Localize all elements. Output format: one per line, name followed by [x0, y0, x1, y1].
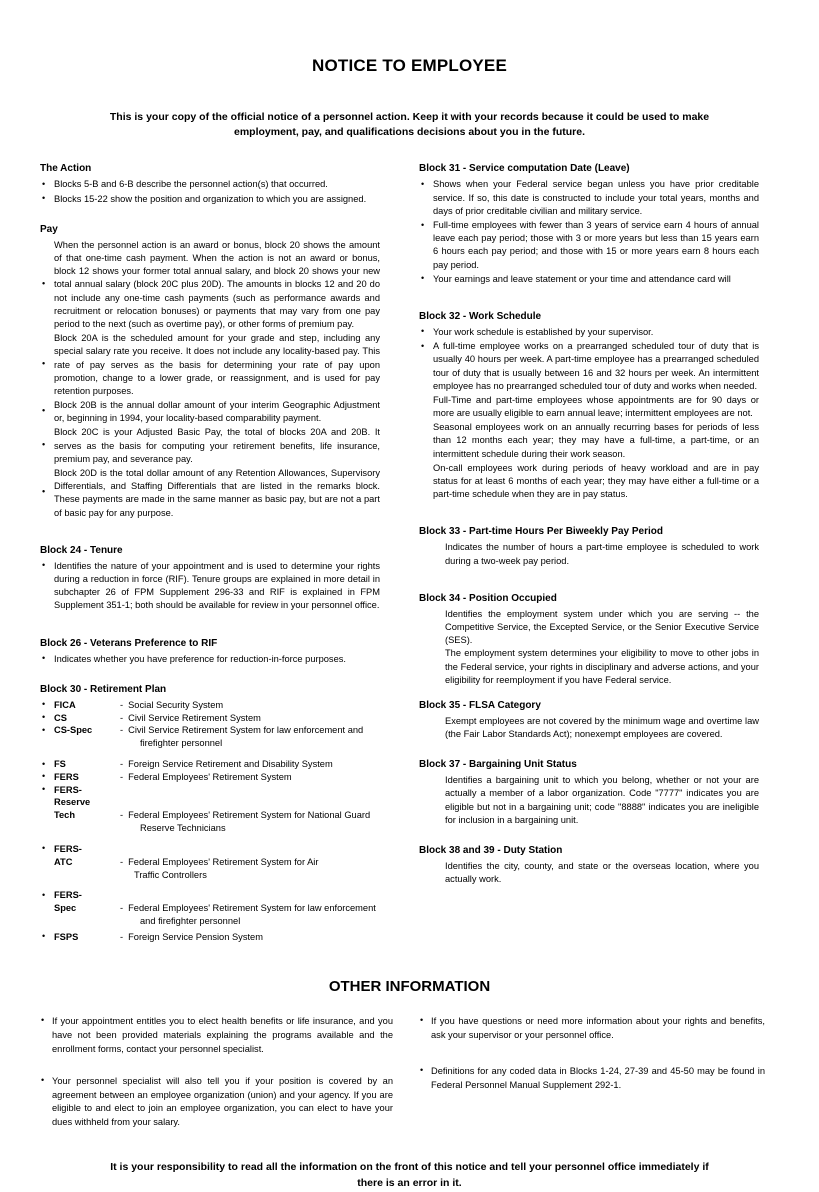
- paragraph: Identifies a bargaining unit to which you belong, whether or not your are actually a member of a labor organization. Code "7777" indicates you are eligible but not in a bargaining unit; code "8888" indicates you are ineligible for inclusion in a bargaining unit.: [445, 775, 759, 825]
- other-information-title: OTHER INFORMATION: [328, 977, 491, 995]
- list-item: • Full-time employees with fewer than 3 years of service earn 4 hours of annual leave each pay period; those with 3 or more years but less than 15 years earn 6 hours each pay period; and those with 15 or more years earn 8 hours each pay period.: [419, 219, 759, 272]
- plan-code: Reserve: [54, 797, 91, 808]
- block-26-bullets: [40, 653, 380, 666]
- list-item: [40, 699, 380, 712]
- other-information-right-bullets: [419, 1015, 765, 1093]
- list-item-continuation: [40, 902, 380, 915]
- plan-description-text: Foreign Service Retirement and Disability System: [128, 759, 333, 769]
- list-item: • Identifies the nature of your appointment and is used to determine your rights during a reduction in force (RIF). Tenure groups are explained in more detail in subchapter 26 of FPM Supplement 296-33 and RIF is explained in FPM Supplement 351-1; both should be available for review in your personnel office.: [40, 560, 380, 613]
- list-item: [40, 724, 380, 737]
- list-item: [40, 784, 380, 797]
- dash-separator: -: [120, 712, 124, 723]
- other-information-left-column: [40, 1015, 393, 1131]
- plan-description: [120, 809, 380, 822]
- plan-code: • FERS-: [54, 843, 82, 854]
- list-item: • A full-time employee works on a prearranged scheduled tour of duty that is usually 40 hours per week. A part-time employee has a prearranged scheduled tour of duty that is usually between 16 and 32 hours per week. An intermittent employee has no prearranged scheduled tour of duty and works when needed.: [419, 340, 759, 393]
- spacer: [40, 835, 380, 843]
- list-item: • Your personnel specialist will also tell you if your position is covered by an agreement between an employee organization (union) and your agency. If you are eligible to and elect to join an employee organization, you can elect to have your dues withheld from your salary.: [40, 1075, 393, 1131]
- dash-separator: -: [120, 903, 124, 914]
- plan-description-continuation: Reserve Technicians: [140, 823, 226, 834]
- list-item: [40, 758, 380, 771]
- dash-separator: -: [120, 931, 124, 942]
- body-columns: [40, 140, 779, 943]
- plan-code: • CS: [54, 712, 67, 723]
- plan-description-text: Federal Employees' Retirement System for National Guard: [128, 810, 371, 821]
- plan-description-text: Civil Service Retirement System for law enforcement and: [128, 725, 364, 736]
- plan-description: [120, 796, 380, 809]
- paragraph: Identifies the employment system under which you are serving -- the Competitive Service, the Excepted Service, or the Senior Executive Service (SES).: [445, 608, 759, 646]
- plan-description-continuation: firefighter personnel: [140, 738, 223, 749]
- plan-description-text: Federal Employees' Retirement System: [128, 771, 292, 782]
- section-heading-block-38-39: Block 38 and 39 - Duty Station: [419, 845, 563, 856]
- plan-description: [120, 843, 380, 856]
- list-item: [40, 931, 380, 944]
- plan-description: [120, 771, 380, 784]
- list-item: • Block 20D is the total dollar amount of any Retention Allowances, Supervisory Differentials, and Staffing Differentials that are listed in the remarks block. These payments are made in the same manner as basic pay, but are not a part of basic pay for any purpose.: [40, 467, 380, 520]
- plan-code: • CS-Spec: [54, 725, 93, 736]
- spacer: [40, 881, 380, 889]
- plan-description-text: Foreign Service Pension System: [128, 931, 263, 942]
- dash-separator: -: [120, 725, 124, 736]
- plan-code: • FERS-: [54, 784, 82, 795]
- plan-code: • FERS-: [54, 890, 82, 901]
- other-information-right-column: [419, 1015, 765, 1131]
- list-item: • Block 20B is the annual dollar amount of your interim Geographic Adjustment or, beginning in 1994, your locality-based comparability payment.: [40, 399, 380, 425]
- list-item-continuation: [40, 796, 380, 809]
- plan-description: [120, 889, 380, 902]
- list-item: [40, 889, 380, 902]
- spacer: [40, 750, 380, 758]
- list-item: [40, 712, 380, 725]
- list-item: • Your earnings and leave statement or your time and attendance card will: [419, 273, 759, 286]
- plan-code: • FERS: [54, 771, 79, 782]
- list-item: [40, 771, 380, 784]
- list-item: • Definitions for any coded data in Blocks 1-24, 27-39 and 45-50 may be found in Federal Personnel Manual Supplement 292-1.: [419, 1065, 765, 1093]
- section-heading-block-33: Block 33 - Part-time Hours Per Biweekly Pay Period: [419, 526, 663, 538]
- paragraph: Indicates the number of hours a part-time employee is scheduled to work during a two-week pay period.: [445, 542, 759, 566]
- plan-description: [120, 699, 380, 712]
- section-heading-block-37: Block 37 - Bargaining Unit Status: [419, 759, 577, 771]
- closing-statement: It is your responsibility to read all the information on the front of this notice and tell your personnel office immediately if there is an error in it.: [110, 1161, 709, 1190]
- list-item: • Block 20A is the scheduled amount for your grade and step, including any special salary rate you receive. It does not include any locality-based pay. This rate of pay serves as the basis for determining your rate of pay upon promotion, change to a lower grade, or reassignment, and is used for pay retention purposes.: [40, 332, 380, 398]
- plan-code: ATC: [54, 856, 73, 867]
- list-item: • If your appointment entitles you to elect health benefits or life insurance, and you have not been provided materials explaining the programs available and the enrollment forms, contact your personnel specialist.: [40, 1015, 393, 1057]
- plan-description-text: Social Security System: [128, 699, 224, 710]
- list-item: • Indicates whether you have preference for reduction-in-force purposes.: [40, 653, 380, 666]
- plan-code: Spec: [54, 903, 77, 914]
- other-information-left-bullets: [40, 1015, 393, 1131]
- intro-paragraph: This is your copy of the official notice of a personnel action. Keep it with your records because it could be used to make employment, pay, and qualifications decisions about you in the future.: [109, 111, 710, 139]
- list-item: • When the personnel action is an award or bonus, block 20 shows the amount of that one-time cash payment. When the action is not an award or bonus, block 12 shows your former total annual salary, and block 20 shows your new total annual salary (block 20C plus 20D). The amounts in blocks 12 and 20 do not include any one-time cash payments (such as performance awards and recruitment or relocation bonuses) or payments that may vary from one pay period to the next (such as overtime pay), or other forms of premium pay.: [40, 239, 380, 331]
- list-item: [40, 843, 380, 856]
- block-31-bullets: [419, 178, 759, 286]
- paragraph: The employment system determines your eligibility to move to other jobs in the Federal service, your rights in disciplinary and adverse actions, and your eligibility for reemployment if you have Federal service.: [445, 648, 759, 685]
- plan-description: [120, 931, 380, 944]
- section-heading-block-32: Block 32 - Work Schedule: [419, 310, 542, 322]
- other-information-columns: [40, 995, 779, 1131]
- plan-description-text: Civil Service Retirement System: [128, 712, 261, 723]
- the-action-bullets: [40, 178, 380, 205]
- list-item: • If you have questions or need more information about your rights and benefits, ask your supervisor or your personnel office.: [419, 1015, 765, 1043]
- left-column: [40, 162, 380, 943]
- dash-separator: -: [120, 759, 124, 769]
- dash-separator: -: [120, 856, 124, 867]
- block-32-bullets: [419, 326, 759, 501]
- plan-code: • FS: [54, 759, 66, 769]
- section-heading-block-31: Block 31 - Service computation Date (Leave): [419, 163, 630, 175]
- list-item-continuation: [40, 809, 380, 822]
- dash-separator: -: [120, 810, 124, 821]
- paragraph: Identifies the city, county, and state or the overseas location, where you actually work.: [445, 861, 759, 885]
- section-heading-block-34: Block 34 - Position Occupied: [419, 592, 557, 604]
- plan-code: • FSPS: [54, 931, 79, 942]
- section-heading-the-action: The Action: [40, 163, 92, 175]
- section-heading-block-35: Block 35 - FLSA Category: [419, 699, 541, 711]
- paragraph: On-call employees work during periods of heavy workload and are in pay status for at least 6 months of each year; they may have either a full-time or a part-time schedule when they are in pay status.: [433, 462, 759, 500]
- pay-bullets: [40, 239, 380, 520]
- section-heading-pay: Pay: [40, 223, 58, 235]
- dash-separator: -: [120, 699, 124, 710]
- list-item: • Your work schedule is established by your supervisor.: [419, 326, 759, 339]
- section-heading-block-24: Block 24 - Tenure: [40, 544, 123, 556]
- retirement-plan-list: [40, 699, 380, 944]
- plan-description: [120, 758, 380, 771]
- list-item-continuation: [40, 856, 380, 869]
- paragraph: Exempt employees are not covered by the minimum wage and overtime law (the Fair Labor Standards Act); nonexempt employees are covered.: [445, 715, 759, 740]
- plan-description-text: Federal Employees' Retirement System for Air: [128, 856, 319, 867]
- dash-separator: -: [120, 771, 124, 782]
- section-heading-block-30: Block 30 - Retirement Plan: [40, 683, 167, 695]
- plan-description: [120, 784, 380, 797]
- paragraph: Full-Time and part-time employees whose appointments are for 90 days or more are usually eligible to earn annual leave; intermittent employees are not.: [433, 394, 759, 419]
- list-item: • Blocks 15-22 show the position and organization to which you are assigned.: [40, 193, 380, 206]
- paragraph: Seasonal employees work on an annually recurring bases for periods of less than 12 months each year; they may have a full-time, a part-time, or an intermittent schedule during their work season.: [433, 422, 759, 459]
- plan-description-continuation: Traffic Controllers: [134, 869, 207, 880]
- right-column: [419, 162, 759, 943]
- plan-description: [120, 712, 380, 725]
- list-item: • Blocks 5-B and 6-B describe the personnel action(s) that occurred.: [40, 178, 380, 191]
- plan-description-text: Federal Employees' Retirement System for law enforcement: [128, 903, 376, 914]
- plan-description-continuation: and firefighter personnel: [140, 916, 241, 927]
- list-item: • Block 20C is your Adjusted Basic Pay, the total of blocks 20A and 20B. It serves as the basis for computing your retirement benefits, life insurance, premium pay, and severance pay.: [40, 426, 380, 466]
- plan-description: [120, 902, 380, 915]
- list-item: • Shows when your Federal service began unless you have prior creditable service. If so, this date is constructed to include your total years, months and days of prior creditable civilian and military service.: [419, 178, 759, 218]
- section-heading-block-26: Block 26 - Veterans Preference to RIF: [40, 637, 218, 649]
- page-title: NOTICE TO EMPLOYEE: [311, 56, 508, 75]
- plan-description: [120, 724, 380, 737]
- plan-description: [120, 856, 380, 869]
- plan-code: • FICA: [54, 699, 76, 710]
- block-24-bullets: [40, 560, 380, 613]
- plan-code: Tech: [54, 810, 76, 821]
